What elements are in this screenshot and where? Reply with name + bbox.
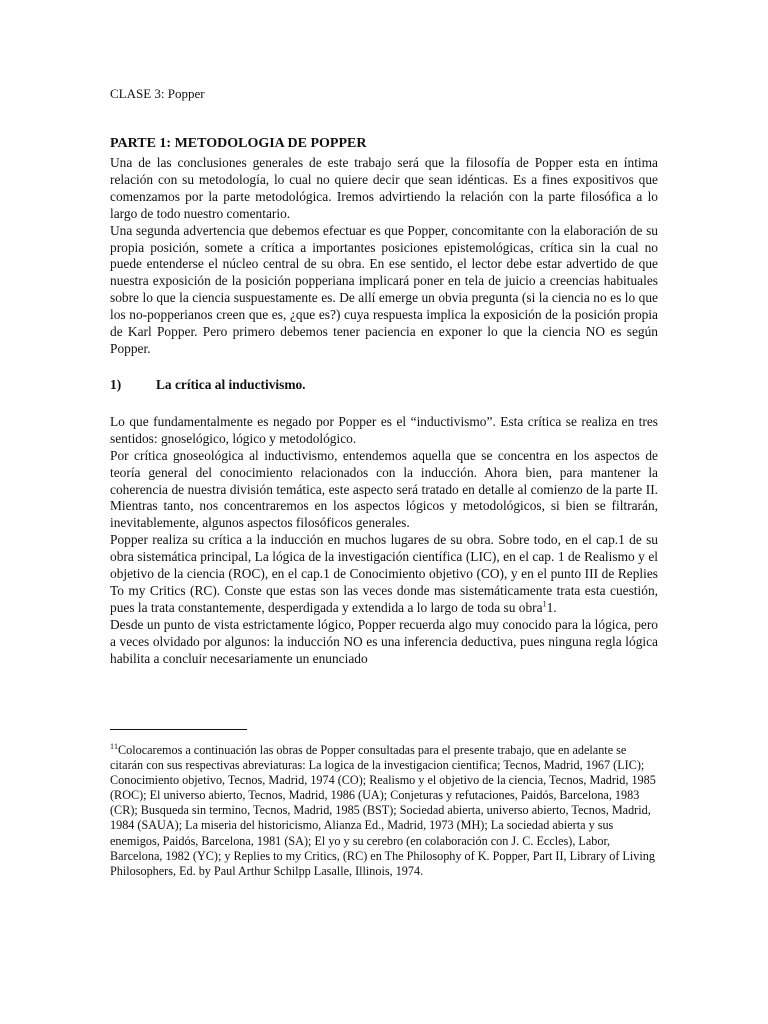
- class-title: CLASE 3: Popper: [110, 86, 205, 101]
- footnote-reference[interactable]: 1: [542, 599, 547, 609]
- footnote-separator: [110, 729, 247, 730]
- footnote-marker-a: 1: [110, 741, 114, 751]
- footnote-marker-b: 1: [114, 741, 118, 751]
- section-paragraph-1: Lo que fundamentalmente es negado por Popper es el “inductivismo”. Esta crítica se realiza en tres sentidos: gnoselógico, lógico y metodológico.: [110, 413, 658, 446]
- popper-works-paragraph: [110, 532, 658, 617]
- popper-works-text: Popper realiza su crítica a la inducción en muchos lugares de su obra. Sobre todo, en el cap.1 de su obra sistemática principal, La lógica de la investigación científica (LIC), en el cap. 1 de Realismo y el objetivo de la ciencia (ROC), en el cap.1 de Conocimiento objetivo (CO), y en el punto III de Replies To my Critics (RC). Conste que estas son las veces donde mas sistemáticamente trata esta cuestión, pues la trata constantemente, desperdigada y extendida a lo largo de toda su obra: [110, 532, 658, 615]
- document-body: [110, 86, 658, 667]
- section-number: 1): [110, 376, 122, 392]
- intro-paragraph-1: Una de las conclusiones generales de este trabajo será que la filosofía de Popper esta en íntima relación con su metodología, lo cual no quiere decir que sean idénticas. Es a fines expositivos que comenzamos por la parte metodológica. Iremos advirtiendo la relación con la parte filosófica a lo largo de todo nuestro comentario.: [110, 155, 658, 221]
- section-heading: [110, 377, 658, 393]
- popper-works-tail: 1.: [546, 599, 557, 615]
- section-title: La crítica al inductivismo.: [156, 376, 306, 392]
- footnote-text: Colocaremos a continuación las obras de Popper consultadas para el presente trabajo, que en adelante se citarán con sus respectivas abreviaturas: La logica de la investigacion cientifica; Tecnos, Madrid, 1967 (LIC); Conocimiento objetivo, Tecnos, Madrid, 1974 (CO); Realismo y el objetivo de la ciencia, Tecnos, Madrid, 1985 (ROC); El universo abierto, Tecnos, Madrid, 1986 (UA); Conjeturas y refutaciones, Paidós, Barcelona, 1983 (CR); Busqueda sin termino, Tecnos, Madrid, 1985 (BST); Sociedad abierta, universo abierto, Tecnos, Madrid, 1984 (SAUA); La miseria del historicismo, Alianza Ed., Madrid, 1973 (MH); La sociedad abierta y sus enemigos, Paidós, Barcelona, 1981 (SA); El yo y su cerebro (en colaboración con J. C. Eccles), Labor, Barcelona, 1982 (YC); y Replies to my Critics, (RC) en The Philosophy of K. Popper, Part II, Library of Living Philosophers, Ed. by Paul Arthur Schilpp Lasalle, Illinois, 1974.: [110, 743, 656, 878]
- logic-paragraph: Desde un punto de vista estrictamente lógico, Popper recuerda algo muy conocido para la lógica, pero a veces olvidado por algunos: la inducción NO es una inferencia deductiva, pues ninguna regla lógica habilita a concluir necesariamente un enunciado: [110, 616, 658, 666]
- intro-paragraph-2: Una segunda advertencia que debemos efectuar es que Popper, concomitante con la elaboración de su propia posición, somete a crítica a importantes posiciones epistemológicas, crítica sin la cual no puede entenderse el núcleo central de su obra. En ese sentido, el lector debe estar advertido de que nuestra exposición de la posición popperiana implicará poner en tela de juicio a creencias habituales sobre lo que la ciencia suspuestamente es. De allí emerge un obvia pregunta (si la ciencia no es lo que los no-popperianos creen que es, ¿que es?) cuya respuesta implica la exposición de la posición propia de Karl Popper. Pero primero debemos tener paciencia en exponer lo que la ciencia NO es según Popper.: [110, 222, 658, 356]
- part-title: PARTE 1: METODOLOGIA DE POPPER: [110, 136, 367, 151]
- section-paragraph-2: Por crítica gnoseológica al inductivismo, entendemos aquella que se concentra en los aspectos de teoría general del conocimiento relacionados con la inducción. Ahora bien, para mantener la coherencia de nuestra división temática, este aspecto será tratado en detalle al comienzo de la parte II. Mientras tanto, nos concentraremos en los aspectos lógicos y metodológicos, si bien se filtrarán, inevitablemente, algunos aspectos filosóficos generales.: [110, 447, 658, 531]
- footnote: [110, 743, 658, 879]
